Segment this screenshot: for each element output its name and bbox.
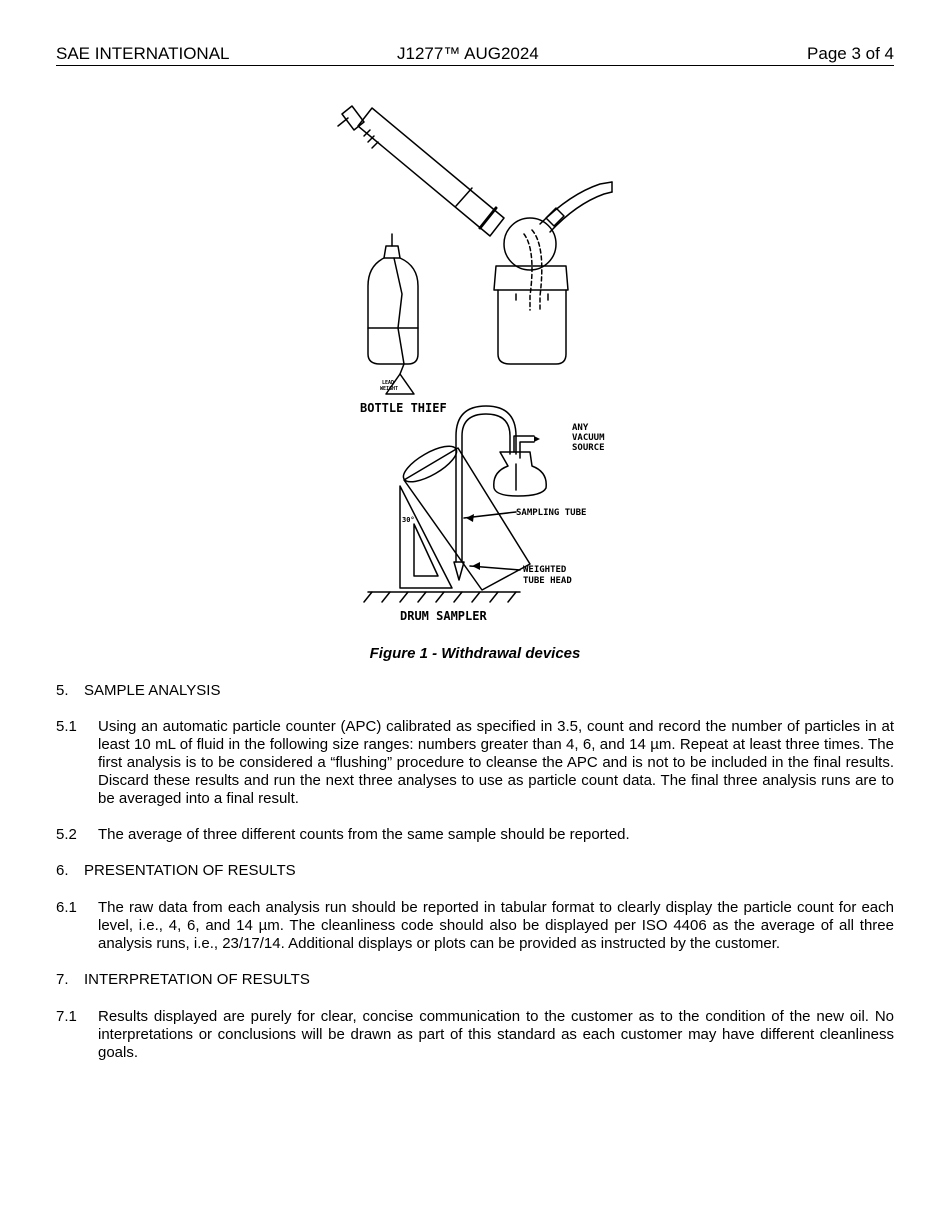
paragraph-5-2: 5.2 The average of three different counts from the same sample should be reported. bbox=[56, 826, 630, 843]
paragraph-5-1: 5.1 Using an automatic particle counter (APC) calibrated as specified in 3.5, count and record the number of particles in at least 10 mL of fluid in the following size ranges: numbers greater than 4, 6, and 14 µm. Repeat at least three times. The first analysis is to be considered a “flushing” procedure to cleanse the APC and is not to be included in the final results. Discard these results and run the next three analyses to use as particle count data. The final three analysis runs are to be averaged into a final result. bbox=[56, 718, 894, 807]
lead-weight-label-line-2: WEIGHT bbox=[380, 386, 399, 392]
section-heading-6: 6. PRESENTATION OF RESULTS bbox=[56, 862, 296, 879]
section-heading-7: 7. INTERPRETATION OF RESULTS bbox=[56, 971, 310, 988]
angle-label: 30° bbox=[402, 516, 415, 524]
figure-caption: Figure 1 - Withdrawal devices bbox=[369, 645, 581, 662]
vacuum-label-vacuum: VACUUM bbox=[572, 433, 605, 443]
header-document-number: J1277™ AUG2024 bbox=[397, 44, 539, 63]
vacuum-label-source: SOURCE bbox=[572, 443, 605, 453]
vacuum-pump-drawing bbox=[338, 106, 612, 364]
lead-weight-label-line-1: LEAD bbox=[382, 380, 395, 386]
paragraph-7-1: 7.1 Results displayed are purely for clear, concise communication to the customer as to the condition of the new oil. No interpretations or conclusions will be drawn as part of this standard as each customer may have different cleanliness goals. bbox=[56, 1008, 894, 1061]
withdrawal-devices-figure bbox=[320, 96, 630, 632]
header-organization: SAE INTERNATIONAL bbox=[56, 44, 230, 63]
drum-sampler-label: DRUM SAMPLER bbox=[400, 609, 487, 623]
paragraph-6-1: 6.1 The raw data from each analysis run should be reported in tabular format to clearly display the particle count for each level, i.e., 4, 6, and 14 µm. The cleanliness code should also be displayed per ISO 4406 as the average of all three analysis runs, i.e., 23/17/14. Additional displays or plots can be provided as instructed by the customer. bbox=[56, 899, 894, 952]
header-page-number: Page 3 of 4 bbox=[807, 44, 894, 63]
vacuum-label-any: ANY bbox=[572, 423, 589, 433]
drum-sampler-drawing bbox=[364, 406, 546, 602]
sampling-tube-label: SAMPLING TUBE bbox=[516, 508, 587, 518]
bottle-thief-label: BOTTLE THIEF bbox=[360, 401, 447, 415]
section-heading-5: 5. SAMPLE ANALYSIS bbox=[56, 682, 221, 699]
page-header bbox=[56, 44, 894, 66]
bottle-thief-drawing bbox=[368, 234, 418, 394]
tube-head-label: TUBE HEAD bbox=[523, 576, 572, 586]
weighted-label: WEIGHTED bbox=[523, 565, 567, 575]
